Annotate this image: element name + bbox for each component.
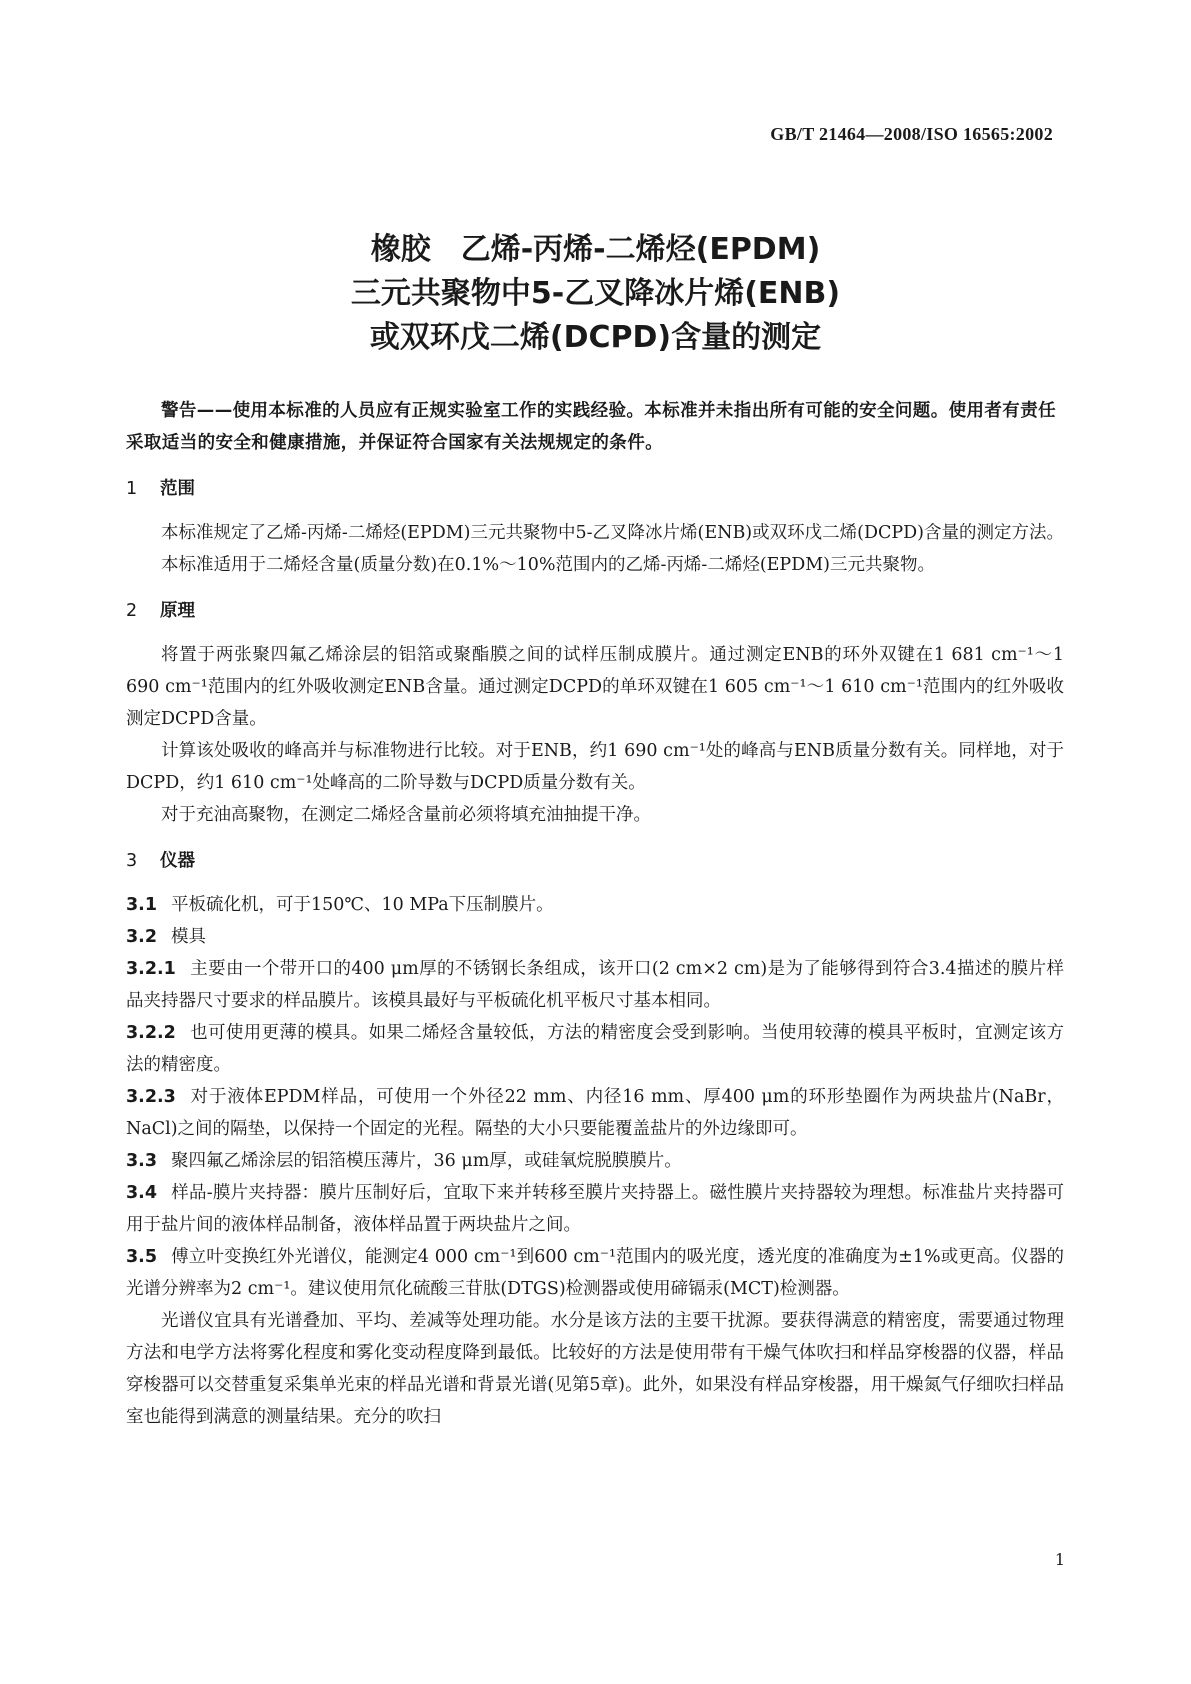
clause-item [126,889,1064,921]
paragraph: 计算该处吸收的峰高并与标准物进行比较。对于ENB，约1 690 cm⁻¹处的峰高与ENB质量分数有关。同样地，对于DCPD，约1 610 cm⁻¹处峰高的二阶导数与DCPD质量分数有关。 [126,741,1064,793]
clause-number: 3.5 [126,1247,158,1267]
clause-number: 3.2 [126,927,158,947]
paragraph: 将置于两张聚四氟乙烯涂层的铝箔或聚酯膜之间的试样压制成膜片。通过测定ENB的环外双键在1 681 cm⁻¹～1 690 cm⁻¹范围内的红外吸收测定ENB含量。通过测定DCPD的单环双键在1 605 cm⁻¹～1 610 cm⁻¹范围内的红外吸收测定DCPD含量。 [126,645,1064,729]
paragraph: 本标准规定了乙烯-丙烯-二烯烃(EPDM)三元共聚物中5-乙叉降冰片烯(ENB)或双环戊二烯(DCPD)含量的测定方法。 [161,523,1065,543]
clause-text: 样品-膜片夹持器：膜片压制好后，宜取下来并转移至膜片夹持器上。磁性膜片夹持器较为理想。标准盐片夹持器可用于盐片间的液体样品制备，液体样品置于两块盐片之间。 [126,1183,1064,1235]
section-title: 仪器 [160,851,195,871]
clause-item [126,1145,1064,1177]
title-line-1: 橡胶 乙烯-丙烯-二烯烃(EPDM) [370,232,821,267]
title-line-3: 或双环戊二烯(DCPD)含量的测定 [369,320,822,355]
clause-text: 傅立叶变换红外光谱仪，能测定4 000 cm⁻¹到600 cm⁻¹范围内的吸光度，透光度的准确度为±1%或更高。仪器的光谱分辨率为2 cm⁻¹。建议使用氘化硫酸三苷肽(DTGS)检测器或使用碲镉汞(MCT)检测器。 [126,1247,1064,1299]
clause-number: 3.2.2 [126,1023,176,1043]
paragraph: 光谱仪宜具有光谱叠加、平均、差减等处理功能。水分是该方法的主要干扰源。要获得满意的精密度，需要通过物理方法和电学方法将雾化程度和雾化变动程度降到最低。比较好的方法是使用带有干燥气体吹扫和样品穿梭器的仪器，样品穿梭器可以交替重复采集单光束的样品光谱和背景光谱(见第5章)。此外，如果没有样品穿梭器，用干燥氮气仔细吹扫样品室也能得到满意的测量结果。充分的吹扫 [126,1311,1064,1427]
section-heading-principle [126,595,1064,627]
document-title [0,228,1191,360]
clause-item [126,1017,1064,1081]
section-title: 范围 [160,479,195,499]
clause-item [126,1177,1064,1241]
clause-text: 对于液体EPDM样品，可使用一个外径22 mm、内径16 mm、厚400 μm的环形垫圈作为两块盐片(NaBr，NaCl)之间的隔垫，以保持一个固定的光程。隔垫的大小只要能覆盖盐片的外边缘即可。 [126,1087,1064,1139]
clause-text: 主要由一个带开口的400 μm厚的不锈钢长条组成，该开口(2 cm×2 cm)是为了能够得到符合3.4描述的膜片样品夹持器尺寸要求的样品膜片。该模具最好与平板硫化机平板尺寸基本相同。 [126,959,1064,1011]
clause-item [126,921,1064,953]
section-heading-scope [126,473,1064,505]
paragraph: 对于充油高聚物，在测定二烯烃含量前必须将填充油抽提干净。 [161,805,651,825]
clause-number: 3.1 [126,895,158,915]
title-line-2: 三元共聚物中5-乙叉降冰片烯(ENB) [350,276,841,311]
clause-number: 3.3 [126,1151,158,1171]
document-body [126,395,1064,1433]
page-number: 1 [1054,1550,1065,1569]
clause-text: 也可使用更薄的模具。如果二烯烃含量较低，方法的精密度会受到影响。当使用较薄的模具平板时，宜测定该方法的精密度。 [126,1023,1064,1075]
section-number: 3 [126,851,138,871]
clause-item [126,1241,1064,1305]
section-number: 2 [126,601,138,621]
paragraph: 本标准适用于二烯烃含量(质量分数)在0.1%～10%范围内的乙烯-丙烯-二烯烃(EPDM)三元共聚物。 [161,555,935,575]
clause-text: 模具 [171,927,207,947]
standard-code: GB/T 21464—2008/ISO 16565:2002 [770,124,1053,144]
section-title: 原理 [160,601,195,621]
clause-number: 3.2.3 [126,1087,176,1107]
section-heading-apparatus [126,845,1064,877]
clause-number: 3.2.1 [126,959,176,979]
warning-paragraph: 警告——使用本标准的人员应有正规实验室工作的实践经验。本标准并未指出所有可能的安全问题。使用者有责任采取适当的安全和健康措施，并保证符合国家有关法规规定的条件。 [126,401,1056,453]
clause-item [126,953,1064,1017]
section-number: 1 [126,479,138,499]
clause-number: 3.4 [126,1183,158,1203]
clause-text: 聚四氟乙烯涂层的铝箔模压薄片，36 μm厚，或硅氧烷脱膜膜片。 [171,1151,682,1171]
clause-text: 平板硫化机，可于150℃、10 MPa下压制膜片。 [171,895,554,915]
clause-item [126,1081,1064,1145]
